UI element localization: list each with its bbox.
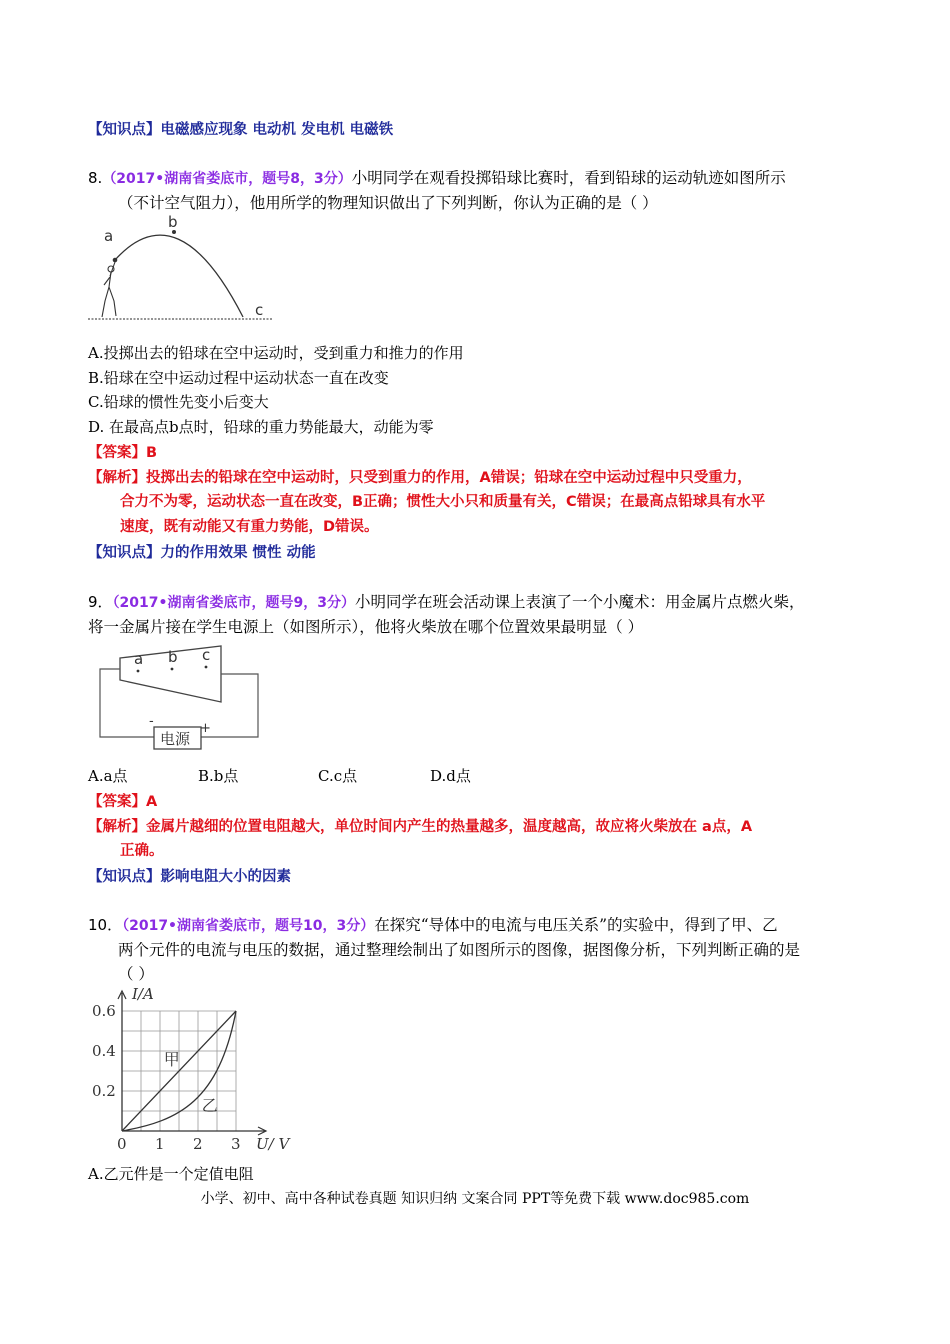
minus-sign: -	[149, 714, 154, 729]
x-tick-label: 0	[117, 1135, 127, 1153]
label-a: a	[134, 650, 144, 668]
q8-answer	[88, 441, 157, 464]
q9-knowledge-point	[88, 865, 291, 888]
power-source-label: 电源	[160, 730, 191, 748]
q8-option-b: B.铅球在空中运动过程中运动状态一直在改变	[88, 369, 389, 387]
q8-number: 8.	[88, 169, 103, 187]
q8-source: （2017•湖南省娄底市，题号8，3分）	[102, 171, 352, 187]
q10-source: （2017•湖南省娄底市，题号10，3分）	[122, 918, 375, 934]
q9-analysis-line1	[88, 815, 752, 838]
iv-chart	[88, 985, 303, 1153]
kp-label: 【知识点】	[88, 869, 161, 885]
point-a	[113, 258, 118, 263]
chart-axes	[118, 991, 266, 1135]
answer-label: 【答案】	[88, 445, 146, 461]
answer-label: 【答案】	[88, 794, 146, 810]
q8-stem-line2: （不计空气阻力），他用所学的物理知识做出了下列判断，你认为正确的是（ ）	[118, 194, 658, 212]
analysis-label: 【解析】	[88, 819, 146, 835]
q9-source: （2017•湖南省娄底市，题号9，3分）	[112, 595, 355, 611]
y-tick-label: 0.6	[92, 1002, 116, 1020]
q9-answer	[88, 790, 157, 813]
x-axis-label: U/ V	[256, 1135, 290, 1153]
q8-analysis-line1	[88, 466, 752, 489]
plus-sign: +	[200, 721, 211, 736]
label-c: c	[255, 301, 264, 319]
answer-value: A	[146, 794, 158, 810]
dot-c	[205, 666, 208, 669]
y-axis-label: I/A	[132, 985, 154, 1003]
metal-strip-circuit-figure	[96, 640, 266, 755]
q9-option-b: B.b点	[198, 767, 239, 785]
q10-option-a: A.乙元件是一个定值电阻	[88, 1165, 254, 1183]
label-a: a	[104, 227, 114, 245]
series-jia-label: 甲	[163, 1050, 180, 1069]
q8-option-c: C.铅球的惯性先变小后变大	[88, 393, 269, 411]
shot-put-trajectory-figure	[88, 215, 278, 325]
q8-analysis-line3: 速度，既有动能又有重力势能，D错误。	[120, 519, 379, 535]
footer: 小学、初中、高中各种试卷真题 知识归纳 文案合同 PPT等免费下载 www.doc985.com	[200, 1191, 750, 1207]
analysis-text1: 金属片越细的位置电阻越大，单位时间内产生的热量越多，温度越高，故应将火柴放在 a点，A	[146, 819, 753, 835]
label-b: b	[168, 648, 178, 666]
q8-option-a: A.投掷出去的铅球在空中运动时，受到重力和推力的作用	[88, 344, 464, 362]
dot-a	[137, 670, 140, 673]
y-tick-label: 0.4	[92, 1042, 116, 1060]
x-tick-label: 3	[231, 1135, 241, 1153]
answer-value: B	[146, 445, 158, 461]
q10-stem-line1	[88, 914, 778, 937]
top-knowledge-point	[88, 118, 393, 141]
analysis-label: 【解析】	[88, 470, 146, 486]
q9-option-c: C.c点	[318, 767, 358, 785]
q9-analysis-line2: 正确。	[120, 843, 164, 859]
x-tick-label: 1	[155, 1135, 165, 1153]
q8-text1: 小明同学在观看投掷铅球比赛时，看到铅球的运动轨迹如图所示	[351, 169, 786, 187]
series-yi-label: 乙	[201, 1096, 218, 1115]
kp-label: 【知识点】	[88, 122, 161, 138]
q8-analysis-line2: 合力不为零，运动状态一直在改变，B正确；惯性大小只和质量有关，C错误；在最高点铅球具有水平	[120, 494, 766, 510]
q9-option-a: A.a点	[88, 767, 128, 785]
q9-number: 9．	[88, 593, 113, 611]
q9-text1: 小明同学在班会活动课上表演了一个小魔术：用金属片点燃火柴，	[354, 593, 805, 611]
q9-stem-line1	[88, 591, 804, 614]
kp-label: 【知识点】	[88, 545, 161, 561]
q8-knowledge-point	[88, 541, 316, 564]
q10-stem-line2: 两个元件的电流与电压的数据，通过整理绘制出了如图所示的图像，据图像分析，下列判断正确的是	[118, 941, 801, 959]
q9-option-d: D.d点	[430, 767, 471, 785]
dot-b	[171, 668, 174, 671]
thrower-figure	[102, 262, 116, 317]
kp-text: 电磁感应现象 电动机 发电机 电磁铁	[160, 122, 394, 138]
q10-number: 10．	[88, 916, 123, 934]
trajectory-curve	[115, 235, 243, 317]
analysis-text1: 投掷出去的铅球在空中运动时，只受到重力的作用，A错误；铅球在空中运动过程中只受重力，	[146, 470, 752, 486]
q10-text1: 在探究“导体中的电流与电压关系”的实验中，得到了甲、乙	[374, 916, 778, 934]
kp-text: 力的作用效果 惯性 动能	[160, 545, 316, 561]
q8-stem-line1	[88, 167, 786, 190]
q8-option-d: D. 在最高点b点时，铅球的重力势能最大，动能为零	[88, 418, 434, 436]
label-b: b	[168, 213, 178, 231]
x-tick-label: 2	[193, 1135, 203, 1153]
q10-stem-line3: （ ）	[118, 965, 154, 983]
kp-text: 影响电阻大小的因素	[160, 869, 291, 885]
y-tick-label: 0.2	[92, 1082, 116, 1100]
label-c: c	[202, 646, 211, 664]
q9-stem-line2: 将一金属片接在学生电源上（如图所示），他将火柴放在哪个位置效果最明显（ ）	[88, 618, 644, 636]
